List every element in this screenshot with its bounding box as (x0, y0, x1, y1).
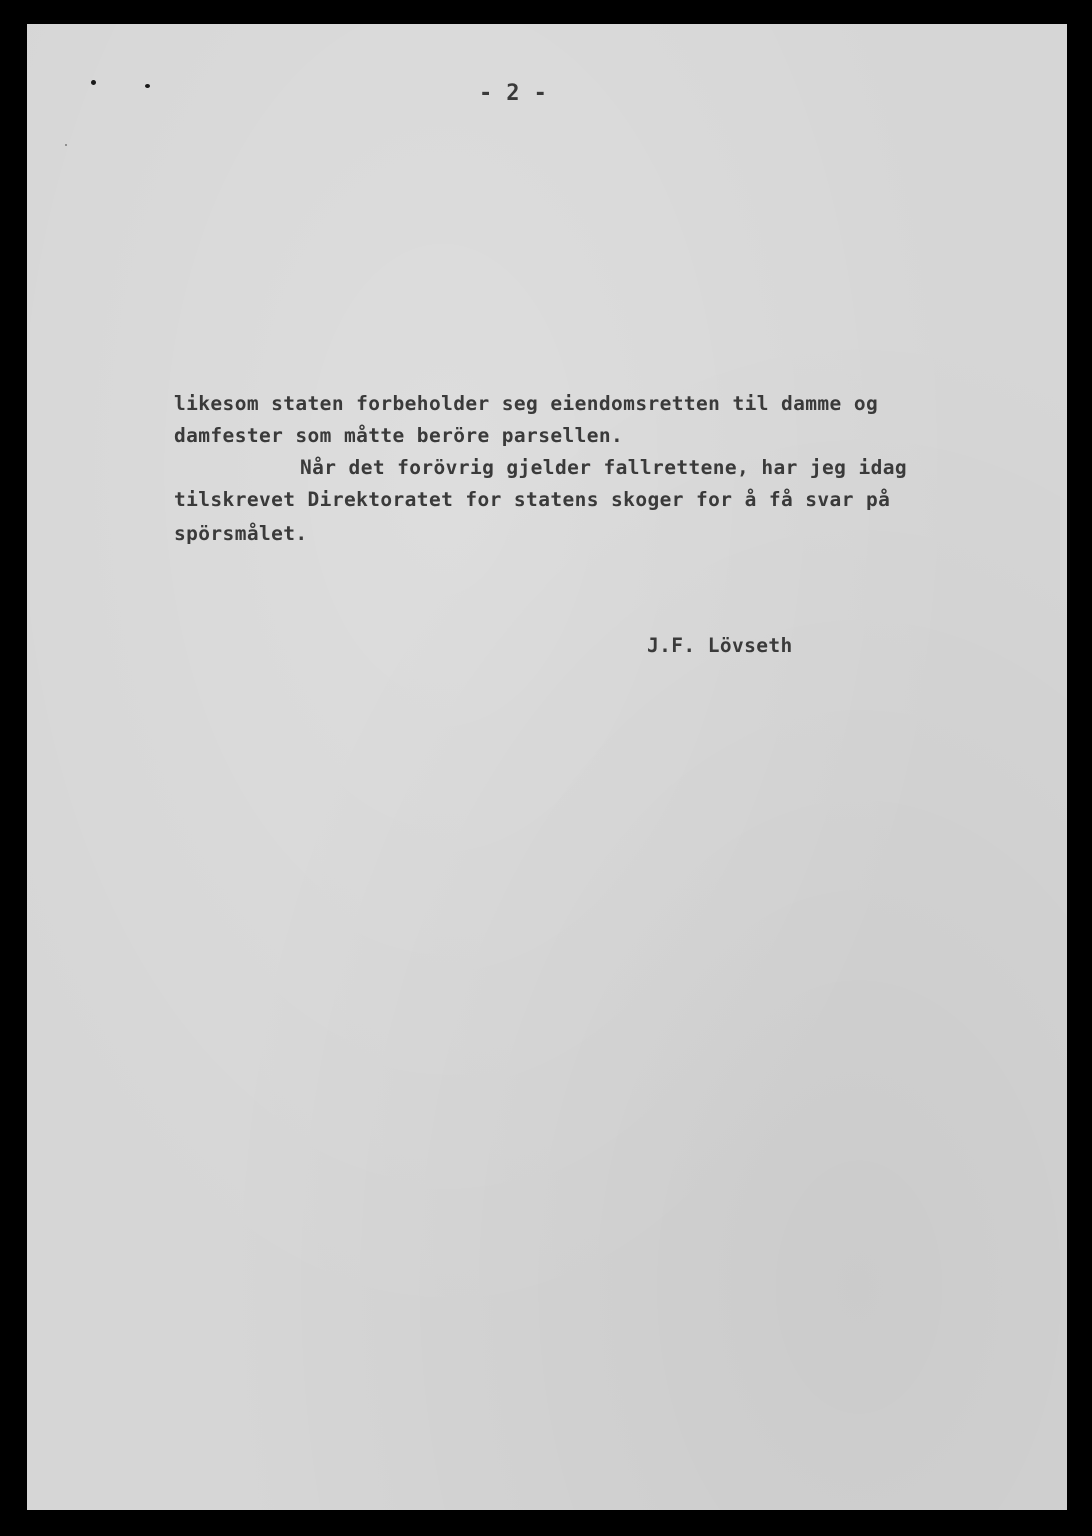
typewritten-page (27, 24, 1067, 1510)
page-number: - 2 - (479, 81, 548, 106)
ink-speck (91, 80, 96, 85)
ink-speck (145, 84, 150, 88)
body-line: damfester som måtte beröre parsellen. (174, 424, 624, 447)
body-line: Når det forövrig gjelder fallrettene, har jeg idag (300, 456, 907, 479)
signature: J.F. Lövseth (647, 634, 793, 657)
body-line: spörsmålet. (174, 522, 308, 545)
body-line: tilskrevet Direktoratet for statens skoger for å få svar på (174, 488, 891, 511)
body-line: likesom staten forbeholder seg eiendomsretten til damme og (174, 392, 879, 415)
ink-speck (65, 144, 67, 146)
